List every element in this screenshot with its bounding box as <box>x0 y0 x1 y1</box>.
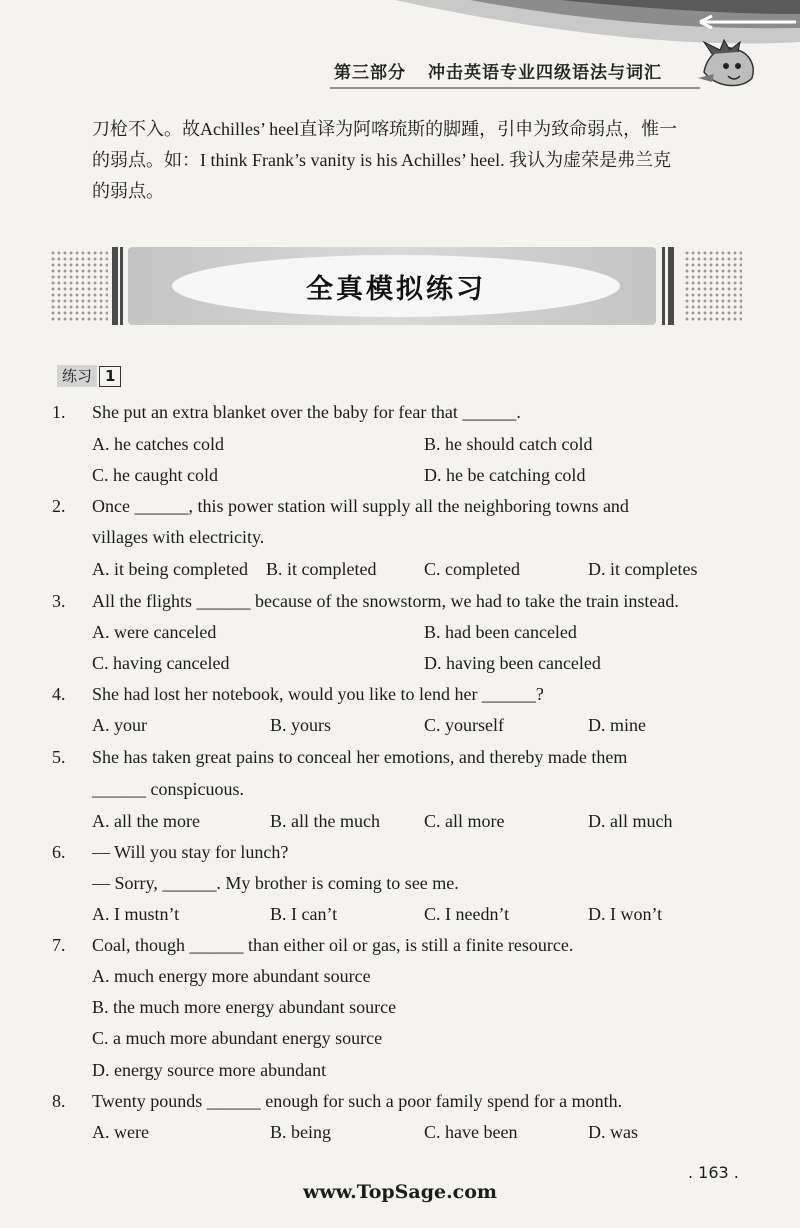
question-text: All the flights ______ because of the snowstorm, we had to take the train instead. <box>92 591 679 611</box>
question-number: 4. <box>52 684 66 704</box>
option-a: A. he catches cold <box>92 434 224 454</box>
intro-line: 的弱点。如：I think Frank’s vanity is his Achilles’ heel. 我认为虚荣是弗兰克 <box>92 150 672 170</box>
question-text: She put an extra blanket over the baby for fear that ______. <box>92 402 521 422</box>
question-text: She has taken great pains to conceal her emotions, and thereby made them <box>92 747 628 767</box>
option-c: C. have been <box>424 1122 518 1142</box>
section-banner <box>50 245 742 327</box>
option-a: A. were <box>92 1122 149 1142</box>
option-b: B. the much more energy abundant source <box>92 997 397 1017</box>
question-text: villages with electricity. <box>92 527 265 547</box>
option-a: A. it being completed <box>92 559 248 579</box>
option-a: A. were canceled <box>92 622 217 642</box>
option-b: B. all the much <box>270 811 380 831</box>
option-c: C. all more <box>424 811 505 831</box>
option-b: B. being <box>270 1122 331 1142</box>
option-b: B. I can’t <box>270 904 338 924</box>
question-text: Twenty pounds ______ enough for such a poor family spend for a month. <box>92 1091 623 1111</box>
footer-url: www.TopSage.com <box>302 1181 498 1203</box>
exercise-word: 练习 <box>57 365 97 387</box>
exercise-label <box>57 365 121 387</box>
question-number: 1. <box>52 402 66 422</box>
question-text: She had lost her notebook, would you like to lend her ______? <box>92 684 544 704</box>
option-a: A. much energy more abundant source <box>92 966 371 986</box>
option-a: A. I mustn’t <box>92 904 180 924</box>
option-b: B. had been canceled <box>424 622 577 642</box>
section-title: 全真模拟练习 <box>306 274 486 305</box>
question-number: 6. <box>52 842 66 862</box>
question-number: 7. <box>52 935 66 955</box>
option-c: C. he caught cold <box>92 465 218 485</box>
option-b: B. yours <box>270 715 332 735</box>
option-c: C. yourself <box>424 715 504 735</box>
option-d: D. mine <box>588 715 646 735</box>
option-c: C. completed <box>424 559 520 579</box>
header-part: 第三部分 <box>334 63 406 83</box>
header-title: 冲击英语专业四级语法与词汇 <box>428 63 662 83</box>
question-number: 8. <box>52 1091 66 1111</box>
option-b: B. it completed <box>266 559 377 579</box>
option-a: A. your <box>92 715 147 735</box>
option-d: D. it completes <box>588 559 698 579</box>
option-c: C. having canceled <box>92 653 230 673</box>
option-d: D. having been canceled <box>424 653 601 673</box>
exercise-number: 1 <box>99 366 121 387</box>
option-c: C. a much more abundant energy source <box>92 1028 383 1048</box>
option-d: D. he be catching cold <box>424 465 586 485</box>
option-d: D. all much <box>588 811 673 831</box>
running-header <box>334 58 662 83</box>
question-text: Once ______, this power station will supply all the neighboring towns and <box>92 496 629 516</box>
question-number: 2. <box>52 496 66 516</box>
mascot-icon <box>694 38 760 92</box>
page-number: . 163 . <box>688 1163 739 1182</box>
option-c: C. I needn’t <box>424 904 510 924</box>
question-text: — Will you stay for lunch? <box>92 842 289 862</box>
question-text: ______ conspicuous. <box>92 779 244 799</box>
option-d: D. energy source more abundant <box>92 1060 327 1080</box>
question-text: Coal, though ______ than either oil or gas, is still a finite resource. <box>92 935 574 955</box>
option-a: A. all the more <box>92 811 200 831</box>
question-number: 3. <box>52 591 66 611</box>
intro-line: 的弱点。 <box>92 181 164 201</box>
intro-line: 刀枪不入。故Achilles’ heel直译为阿喀琉斯的脚踵，引申为致命弱点，惟一 <box>92 119 678 139</box>
question-text: — Sorry, ______. My brother is coming to see me. <box>92 873 459 893</box>
option-d: D. I won’t <box>588 904 663 924</box>
option-d: D. was <box>588 1122 638 1142</box>
question-number: 5. <box>52 747 66 767</box>
intro-paragraph <box>92 114 742 207</box>
option-b: B. he should catch cold <box>424 434 593 454</box>
